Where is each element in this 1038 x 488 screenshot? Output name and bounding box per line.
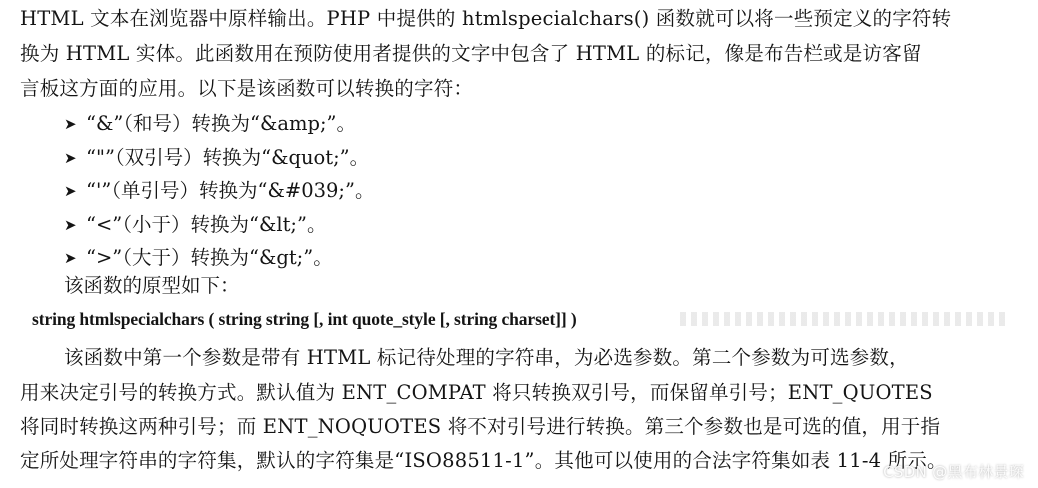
paragraph2-line-4: 定所处理字符串的字符集，默认的字符集是“ISO88511-1”。其他可以使用的合法字符集如表 11-4 所示。	[20, 449, 947, 472]
bullet-item-double-quote	[64, 143, 369, 174]
watermark: CSDN @黑布林景琛	[883, 463, 1024, 481]
bullet-text: “>”（大于）转换为“&gt;”。	[86, 246, 333, 269]
arrow-bullet-icon: ➤	[64, 182, 77, 200]
arrow-bullet-icon: ➤	[64, 249, 77, 267]
arrow-bullet-icon: ➤	[64, 149, 77, 167]
bullet-item-less-than	[64, 210, 326, 241]
arrow-bullet-icon: ➤	[64, 115, 77, 133]
arrow-bullet-icon: ➤	[64, 216, 77, 234]
paragraph2-line-1: 该函数中第一个参数是带有 HTML 标记待处理的字符串，为必选参数。第二个参数为可选参数，	[64, 346, 909, 369]
bullet-text: “&”（和号）转换为“&amp;”。	[86, 112, 357, 135]
paragraph1-line-3: 言板这方面的应用。以下是该函数可以转换的字符：	[20, 77, 474, 100]
bullet-item-greater-than	[64, 243, 333, 274]
paragraph2-line-3: 将同时转换这两种引号；而 ENT_NOQUOTES 将不对引号进行转换。第三个参数也是可选的值，用于指	[20, 415, 941, 438]
prototype-signature: string htmlspecialchars ( string string [, int quote_style [, string charset]] )	[32, 309, 577, 329]
prototype-intro: 该函数的原型如下：	[64, 274, 240, 297]
bullet-item-single-quote	[64, 176, 374, 207]
bullet-text: “"”（双引号）转换为“&quot;”。	[86, 146, 370, 169]
bullet-item-ampersand	[64, 109, 356, 140]
paragraph2-line-2: 用来决定引号的转换方式。默认值为 ENT_COMPAT 将只转换双引号，而保留单引号；ENT_QUOTES	[20, 381, 933, 404]
bullet-text: “'”（单引号）转换为“&#039;”。	[86, 179, 375, 202]
paragraph1-line-2: 换为 HTML 实体。此函数用在预防使用者提供的文字中包含了 HTML 的标记，像是布告栏或是访客留	[20, 42, 922, 65]
bullet-text: “<”（小于）转换为“&lt;”。	[86, 213, 327, 236]
faint-bleed-through	[680, 312, 1010, 326]
paragraph1-line-1: HTML 文本在浏览器中原样输出。PHP 中提供的 htmlspecialchars() 函数就可以将一些预定义的字符转	[20, 7, 952, 30]
